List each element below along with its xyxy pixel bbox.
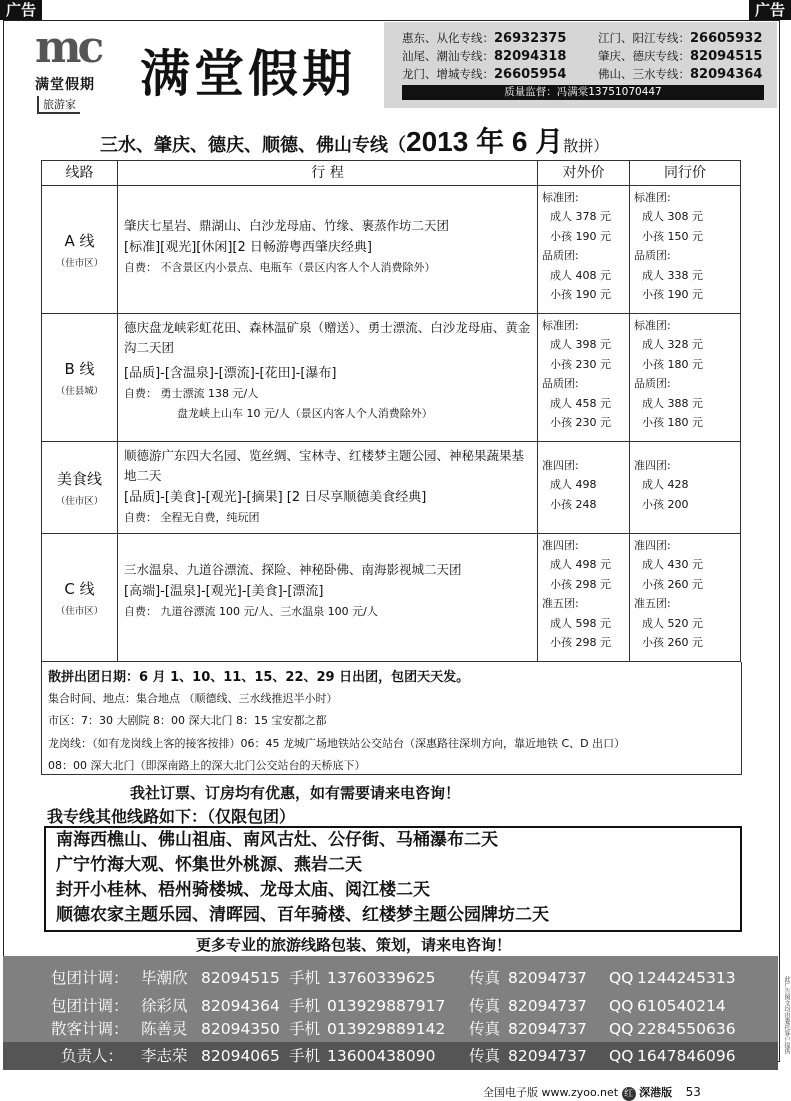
table-row bbox=[42, 186, 741, 314]
header-itinerary: 行 程 bbox=[118, 161, 538, 186]
list-item: 广宁竹海大观、怀集世外桃源、燕岩二天 bbox=[56, 855, 362, 875]
logo-mark: mc bbox=[35, 22, 101, 73]
route-name: C 线 （住市区） bbox=[42, 534, 118, 662]
page-title: 三水、肇庆、德庆、顺德、佛山专线（2013 年 6 月散拼） bbox=[100, 126, 609, 157]
peer-price: 准四团: 成人 428 小孩 200 bbox=[630, 442, 741, 534]
contact-row: 散客计调： 陈善灵 82094350 手机 013929889142 传真 82094737 QQ 2284550636 bbox=[51, 1020, 736, 1038]
table-row bbox=[42, 314, 741, 442]
contact-row: 包团计调： 徐彩凤 82094364 手机 013929887917 传真 82094737 QQ 610540214 bbox=[51, 997, 726, 1015]
header-route: 线路 bbox=[42, 161, 118, 186]
hotline-panel bbox=[384, 22, 777, 108]
ad-tag-right: 广告 bbox=[749, 0, 791, 20]
public-price: 标准团: 成人 398 元 小孩 230 元 品质团: 成人 458 元 小孩 230 元 bbox=[538, 314, 630, 442]
contact-row-manager: 负责人： 李志荣 82094065 手机 13600438090 传真 82094737 QQ 1647846096 bbox=[3, 1042, 778, 1070]
public-price: 准四团: 成人 498 元 小孩 298 元 准五团: 成人 598 元 小孩 298 元 bbox=[538, 534, 630, 662]
public-price: 准四团: 成人 498 小孩 248 bbox=[538, 442, 630, 534]
itinerary: 肇庆七星岩、鼎湖山、白沙龙母庙、竹缘、裹蒸作坊二天团 [标准][观光][休闲][2 日畅游粤西肇庆经典] 自费： 不含景区内小景点、电瓶车（景区内客人个人消费除外） bbox=[118, 186, 538, 314]
route-name: A 线 （住市区） bbox=[42, 186, 118, 314]
footer-badge: 红 bbox=[622, 1087, 636, 1101]
page-number: 53 bbox=[685, 1085, 701, 1099]
hotline-row: 汕尾、潮汕专线：82094318 肇庆、德庆专线：82094515 bbox=[402, 49, 763, 64]
table-row bbox=[42, 534, 741, 662]
logo-subtitle: 满堂假期 bbox=[35, 77, 95, 93]
peer-price: 标准团: 成人 328 元 小孩 180 元 品质团: 成人 388 元 小孩 180 元 bbox=[630, 314, 741, 442]
peer-price: 准四团: 成人 430 元 小孩 260 元 准五团: 成人 520 元 小孩 260 元 bbox=[630, 534, 741, 662]
offer-text: 我社订票、订房均有优惠，如有需要请来电咨询！ bbox=[130, 784, 461, 802]
page-footer: 全国电子版 www.zyoo.net 红 深港版 53 bbox=[483, 1085, 701, 1099]
table-header bbox=[42, 161, 741, 186]
title-date: 2013 年 6 月 bbox=[406, 126, 564, 157]
itinerary: 德庆盘龙峡彩虹花田、森林温矿泉（赠送）、勇士漂流、白沙龙母庙、黄金沟二天团 [品质]-[含温泉]-[漂流]-[花田]-[瀑布] 自费： 勇士漂流 138 元/人 盘龙峡上山车 10 元/人（景区内客人个人消费除外） bbox=[118, 314, 538, 442]
hotline-row: 惠东、从化专线：26932375 江门、阳江专线：26605932 bbox=[402, 31, 763, 46]
logo bbox=[35, 22, 127, 111]
quality-supervision: 质量监督：冯满棠13751070447 bbox=[402, 85, 764, 100]
hotline-row: 龙门、增城专线：26605954 佛山、三水专线：82094364 bbox=[402, 67, 763, 82]
more-info-text: 更多专业的旅游线路包装、策划，请来电咨询！ bbox=[196, 936, 512, 954]
header-peer-price: 同行价 bbox=[630, 161, 741, 186]
route-name: 美食线 （住市区） bbox=[42, 442, 118, 534]
contact-row: 包团计调： 毕潮欣 82094515 手机 13760339625 传真 82094737 QQ 1244245313 bbox=[51, 969, 736, 987]
other-routes-heading: 我专线其他线路如下：（仅限包团） bbox=[47, 807, 296, 826]
route-table bbox=[41, 160, 741, 662]
itinerary: 三水温泉、九道谷漂流、探险、神秘卧佛、南海影视城二天团 [高端]-[温泉]-[观光]-[美食]-[漂流] 自费： 九道谷漂流 100 元/人、三水温泉 100 元/人 bbox=[118, 534, 538, 662]
brand-name: 满堂假期 bbox=[140, 44, 356, 103]
ad-tag-left: 广告 bbox=[0, 0, 42, 20]
contact-panel bbox=[3, 956, 778, 1070]
other-routes-box bbox=[44, 826, 742, 932]
meeting-info: 集合时间、地点：集合地点 （顺德线、三水线推迟半小时） bbox=[48, 692, 338, 705]
table-row bbox=[42, 442, 741, 534]
peer-price: 标准团: 成人 308 元 小孩 150 元 品质团: 成人 338 元 小孩 190 元 bbox=[630, 186, 741, 314]
side-note: 此广告图文均由委托客户提供 bbox=[783, 976, 790, 1054]
list-item: 封开小桂林、梧州骑楼城、龙母太庙、阅江楼二天 bbox=[56, 880, 430, 900]
list-item: 南海西樵山、佛山祖庙、南风古灶、公仔街、马桶瀑布二天 bbox=[56, 830, 498, 850]
longgang-pickup: 龙岗线：（如有龙岗线上客的接客按排）06：45 龙城广场地铁站公交站台（深惠路往深圳方向，靠近地铁 C、D 出口） bbox=[48, 737, 626, 750]
itinerary: 顺德游广东四大名园、览丝绸、宝林寺、红楼梦主题公园、神秘果蔬果基地二天 [品质]-[美食]-[观光]-[摘果] [2 日尽享顺德美食经典] 自费： 全程无自费，纯玩团 bbox=[118, 442, 538, 534]
departure-dates: 散拼出团日期：6 月 1、10、11、15、22、29 日出团，包团天天发。 bbox=[48, 670, 470, 685]
logo-web-label: 旅游家 bbox=[37, 96, 80, 114]
public-price: 标准团: 成人 378 元 小孩 190 元 品质团: 成人 408 元 小孩 190 元 bbox=[538, 186, 630, 314]
city-pickup: 市区：7：30 大剧院 8：00 深大北门 8：15 宝安都之都 bbox=[48, 714, 327, 727]
north-gate-pickup: 08：00 深大北门（即深南路上的深大北门公交站台的天桥底下） bbox=[48, 759, 366, 772]
header-public-price: 对外价 bbox=[538, 161, 630, 186]
schedule-info bbox=[41, 662, 742, 775]
route-name: B 线 （住县城） bbox=[42, 314, 118, 442]
list-item: 顺德农家主题乐园、清晖园、百年骑楼、红楼梦主题公园牌坊二天 bbox=[56, 905, 549, 925]
